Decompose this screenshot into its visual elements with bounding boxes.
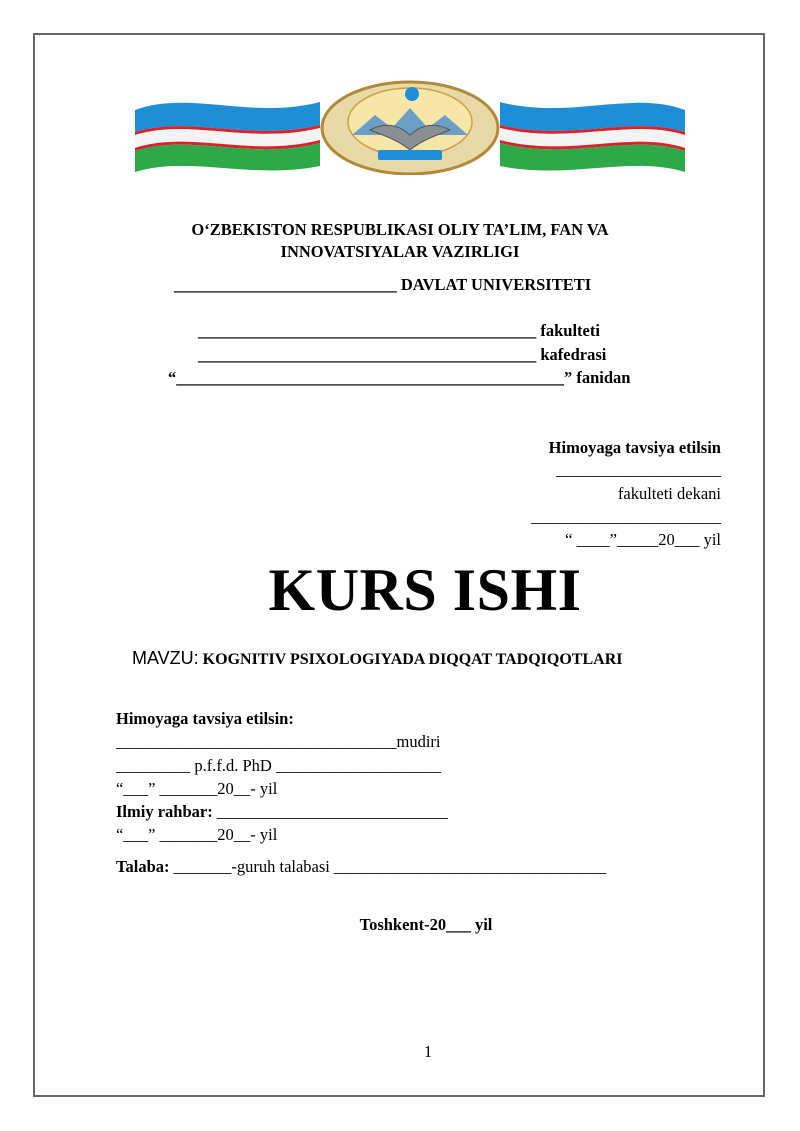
approval-date: “ ____”_____20___ yil: [565, 530, 721, 549]
student-line: [116, 857, 606, 877]
faculty-line: _________________________________________ fakulteti: [198, 321, 600, 340]
committee-heading: Himoyaga tavsiya etilsin:: [116, 709, 294, 728]
ministry-line-1: O‘ZBEKISTON RESPUBLIKASI OLIY TA’LIM, FAN VA: [191, 220, 609, 239]
committee-date-1: “___” _______20__- yil: [116, 779, 278, 798]
ministry-heading: [0, 219, 800, 263]
degree-line: _________ p.f.f.d. PhD ____________________: [116, 756, 441, 775]
state-emblem-flag-banner: [130, 80, 690, 175]
topic-line: [132, 648, 622, 669]
approval-name-line: _______________________: [531, 507, 721, 526]
advisor-line: [116, 802, 448, 822]
approval-signature-line: ____________________: [556, 460, 721, 479]
page-number: 1: [423, 1042, 433, 1061]
emblem-crescent-star: [405, 87, 419, 101]
advisor-blank: ____________________________: [212, 802, 448, 821]
student-label: Talaba:: [116, 857, 170, 876]
committee-date-2: “___” _______20__- yil: [116, 825, 278, 844]
university-line: ___________________________ DAVLAT UNIVERSITETI: [174, 275, 592, 294]
head-signature-line: __________________________________mudiri: [116, 732, 441, 751]
subject-line: “_______________________________________________” fanidan: [168, 368, 631, 387]
department-line: _________________________________________ kafedrasi: [198, 345, 607, 364]
topic-value: KOGNITIV PSIXOLOGIYADA DIQQAT TADQIQOTLARI: [202, 651, 623, 668]
topic-label: MAVZU:: [132, 648, 199, 668]
advisor-label: Ilmiy rahbar:: [116, 802, 213, 821]
approval-heading: Himoyaga tavsiya etilsin: [548, 438, 721, 457]
city-year: Toshkent-20___ yil: [359, 915, 493, 934]
approval-dean-label: fakulteti dekani: [617, 484, 721, 503]
document-title: KURS ISHI: [268, 557, 582, 623]
emblem-ribbon: [378, 150, 442, 160]
student-blank: _______-guruh talabasi _________________________________: [169, 857, 607, 876]
ministry-line-2: INNOVATSIYALAR VAZIRLIGI: [280, 242, 520, 261]
